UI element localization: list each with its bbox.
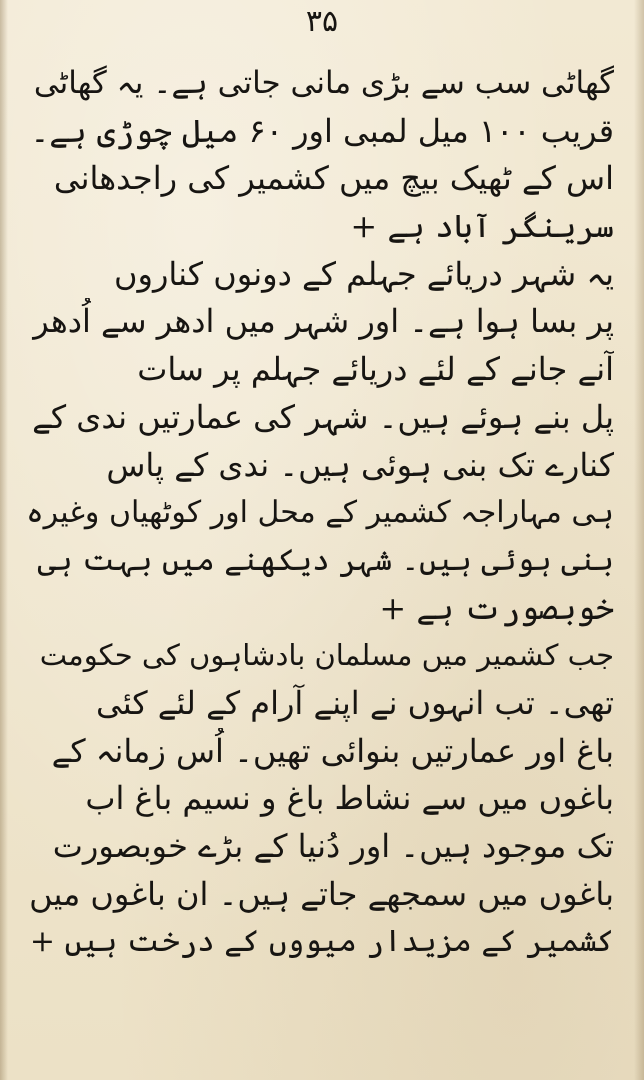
body-text [24,60,614,966]
text-line-16: باغوں میں سے نشاط باغ و نسیم باغ اب [85,779,614,818]
text-line-10: ہی مہاراجہ کشمیر کے محل اور کوٹھیاں وغیرہ [26,495,614,531]
text-line-17: تک موجود ہیں۔ اور دُنیا کے بڑے خوبصورت [52,827,614,865]
text-line-18: باغوں میں سمجھے جاتے ہیں۔ ان باغوں میں [29,874,614,913]
text-line-14: تھی۔ تب انہوں نے اپنے آرام کے لئے کئی [96,683,614,722]
text-line-6: پر بسا ہوا ہے۔ اور شہر میں ادھر سے اُدھر [33,302,614,341]
text-line-2: قریب ۱۰۰ میل لمبی اور ۶۰ میل چوڑی ہے۔ [30,111,614,150]
page-edge-shadow-left [0,0,8,1080]
text-line-7: آنے جانے کے لئے دریائے جہلم پر سات [137,350,614,389]
text-line-12: خوبصورت ہے + [379,588,614,627]
text-line-13: جب کشمیر میں مسلمان بادشاہوں کی حکومت [39,638,614,673]
text-line-4: سرینگر آباد ہے + [350,207,614,246]
text-line-9: کنارے تک بنی ہوئی ہیں۔ ندی کے پاس [106,445,614,484]
page-number: ۳۵ [305,4,339,39]
text-line-15: باغ اور عمارتیں بنوائی تھیں۔ اُس زمانہ کے [51,731,614,770]
text-line-19: کشمیر کے مزیدار میووں کے درخت ہیں + [29,924,614,960]
text-line-1: گھاٹی سب سے بڑی مانی جاتی ہے۔ یہ گھاٹی [33,65,614,101]
page-edge-shadow-right [634,0,644,1080]
text-line-3: اس کے ٹھیک بیچ میں کشمیر کی راجدھانی [53,159,614,198]
text-line-8: پل بنے ہوئے ہیں۔ شہر کی عمارتیں ندی کے [32,397,614,436]
text-line-5: یہ شہر دریائے جہلم کے دونوں کناروں [113,254,614,293]
text-line-11: بنی ہوئی ہیں۔ شہر دیکھنے میں بہت ہی [37,542,614,578]
